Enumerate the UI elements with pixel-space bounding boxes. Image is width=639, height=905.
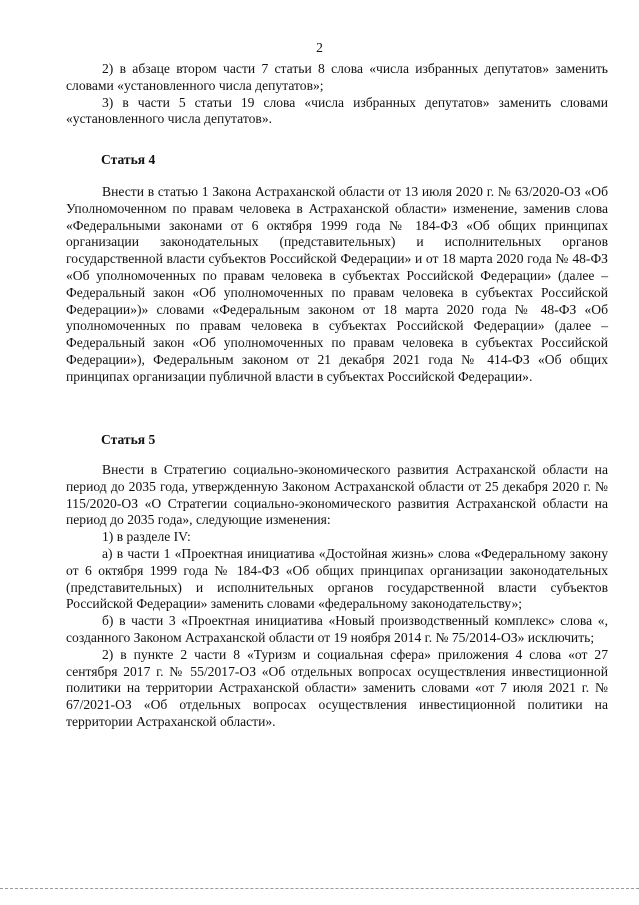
article-5-paragraph: б) в части 3 «Проектная инициатива «Новый производственный комплекс» слова «, созданного Законом Астраханской области от 19 ноября 2014 г. № 75/2014-ОЗ» исключить; [66,613,608,645]
article-5-body [66,462,608,731]
article-5-heading: Статья 5 [101,432,156,447]
article-4-text: Внести в статью 1 Закона Астраханской области от 13 июля 2020 г. № 63/2020-ОЗ «Об Уполномоченном по правам человека в Астраханской области» изменение, заменив слова «Федеральными законами от 6 октября 1999 года № 184-ФЗ «Об общих принципах организации законодательных (представительных) и исполнительных органов государственной власти субъектов Российской Федерации» и от 18 марта 2020 года № 48-ФЗ «Об уполномоченных по правам человека в субъектах Российской Федерации» (далее – Федеральный закон «Об уполномоченных по правам человека в субъектах Российской Федерации»)» словами «Федеральным законом от 18 марта 2020 года № 48-ФЗ «Об уполномоченных по правам человека в субъектах Российской Федерации» (далее – Федеральный закон «Об уполномоченных по правам человека в субъектах Российской Федерации»), Федеральным законом от 21 декабря 2021 года № 414-ФЗ «Об общих принципах организации публичной власти в субъектах Российской Федерации». [66,184,608,384]
article-4-body [66,184,608,386]
article-5-paragraph: 2) в пункте 2 части 8 «Туризм и социальная сфера» приложения 4 слова «от 27 сентября 2017 г. № 55/2017-ОЗ «Об отдельных вопросах осуществления инвестиционной политики на территории Астраханской области» заменить словами «от 7 июля 2021 г. № 67/2021-ОЗ «Об отдельных вопросах осуществления инвестиционной политики на территории Астраханской области». [66,646,608,729]
article-5-paragraph: Внести в Стратегию социально-экономического развития Астраханской области на период до 2035 года, утвержденную Законом Астраханской области от 25 декабря 2020 г. № 115/2020-ОЗ «О Стратегии социально-экономического развития Астраханской области на период до 2035 года», следующие изменения: [66,462,608,528]
article-5-paragraph: а) в части 1 «Проектная инициатива «Достойная жизнь» слова «Федеральному закону от 6 октября 1999 года № 184-ФЗ «Об общих принципах организации законодательных (представительных) и исполнительных органов государственной власти субъектов Российской Федерации» заменить словами «федеральному законодательству»; [66,545,608,612]
page-bottom-rule [0,888,639,889]
page-number: 2 [316,40,323,55]
article-4-heading: Статья 4 [101,152,156,167]
article-5-paragraph: 1) в разделе IV: [102,529,191,545]
amendment-item: 3) в части 5 статьи 19 слова «числа избранных депутатов» заменить словами «установленного числа депутатов». [66,94,608,127]
amendments-continued [66,61,608,128]
amendment-item: 2) в абзаце втором части 7 статьи 8 слова «числа избранных депутатов» заменить словами «установленного числа депутатов»; [66,61,608,93]
